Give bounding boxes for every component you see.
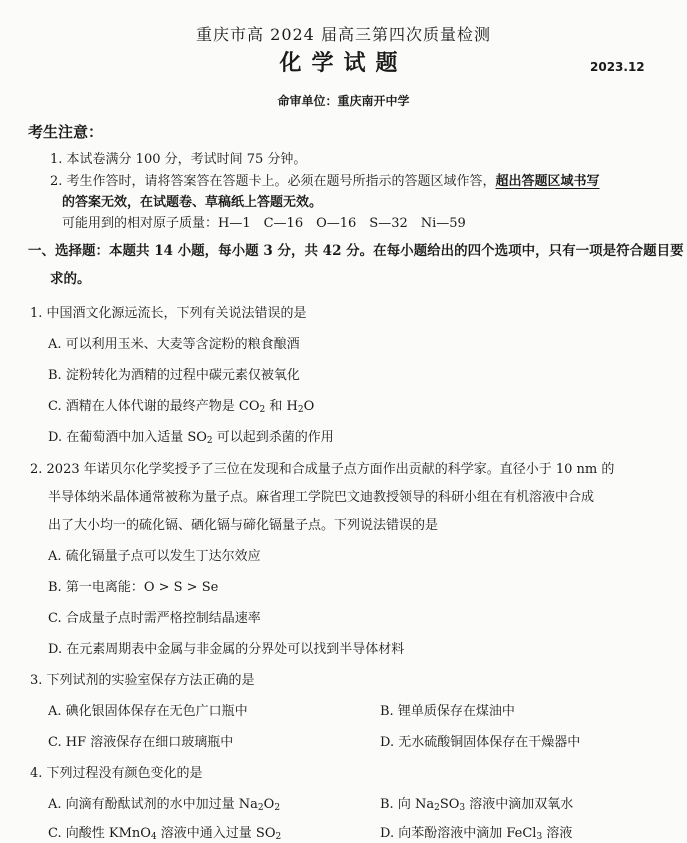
question-3-option-c: C. HF 溶液保存在细口玻璃瓶中 [48, 735, 234, 750]
question-2-stem-line-2: 半导体纳米晶体通常被称为量子点。麻省理工学院巴文迪教授领导的科研小组在有机溶液中合成 [48, 490, 595, 505]
notice-item-1: 1. 本试卷满分 100 分，考试时间 75 分钟。 [50, 152, 307, 167]
question-3-option-d: D. 无水硫酸铜固体保存在干燥器中 [380, 735, 581, 750]
question-2-option-a: A. 硫化镉量子点可以发生丁达尔效应 [48, 549, 261, 564]
question-1-stem: 1. 中国酒文化源远流长，下列有关说法错误的是 [30, 306, 307, 321]
notice-item-2-cont: 的答案无效，在试题卷、草稿纸上答题无效。 [62, 195, 323, 210]
atomic-mass-line: 可能用到的相对原子质量：H—1 C—16 O—16 S—32 Ni—59 [62, 216, 466, 231]
question-3-option-b: B. 锂单质保存在煤油中 [380, 704, 515, 719]
question-4-option-b: B. 向 $Na_2SO_3$ 溶液中滴加双氧水 [380, 797, 574, 813]
authoring-unit: 命审单位：重庆南开中学 [277, 94, 410, 108]
question-4-option-d: D. 向苯酚溶液中滴加 FeCl$_3$ 溶液 [380, 826, 573, 842]
question-2-stem-line-3: 出了大小均一的硫化镉、硒化镉与碲化镉量子点。下列说法错误的是 [48, 518, 439, 533]
question-2-option-b: B. 第一电离能：O > S > Se [48, 580, 219, 595]
notice-heading: 考生注意： [28, 123, 104, 141]
question-1-option-c: C. 酒精在人体代谢的最终产物是 $CO_2$ 和 $H_2O$ [48, 399, 315, 415]
question-4-option-c: C. 向酸性 KMnO$_4$ 溶液中通入过量 $SO_2$ [48, 826, 282, 842]
question-4-option-a: A. 向滴有酚酞试剂的水中加过量 $Na_2O_2$ [48, 797, 281, 813]
question-1-option-a: A. 可以利用玉米、大麦等含淀粉的粮食酿酒 [48, 337, 300, 352]
notice-item-2-emphasis: 超出答题区域书写 [495, 174, 600, 189]
question-3-stem: 3. 下列试剂的实验室保存方法正确的是 [30, 673, 255, 688]
section-1-heading-cont: 求的。 [50, 271, 91, 287]
notice-item-2-text: 2. 考生作答时，请将答案答在答题卡上。必须在题号所指示的答题区域作答， [50, 174, 496, 189]
section-1-heading: 一、选择题：本题共 14 小题，每小题 3 分，共 42 分。在每小题给出的四个选项中，只有一项是符合题目要 [28, 243, 684, 259]
question-1-option-d: D. 在葡萄酒中加入适量 $SO_2$ 可以起到杀菌的作用 [48, 430, 334, 446]
question-3-option-a: A. 碘化银固体保存在无色广口瓶中 [48, 704, 248, 719]
exam-date: 2023.12 [590, 60, 645, 74]
question-1-option-b: B. 淀粉转化为酒精的过程中碳元素仅被氧化 [48, 368, 300, 383]
question-2-option-d: D. 在元素周期表中金属与非金属的分界处可以找到半导体材料 [48, 642, 405, 657]
question-4-stem: 4. 下列过程没有颜色变化的是 [30, 766, 203, 781]
question-2-option-c: C. 合成量子点时需严格控制结晶速率 [48, 611, 261, 626]
subject-title: 化学试题 [279, 50, 408, 76]
exam-title: 重庆市高 2024 届高三第四次质量检测 [196, 25, 491, 44]
question-2-stem-line-1: 2. 2023 年诺贝尔化学奖授予了三位在发现和合成量子点方面作出贡献的科学家。直径小于 10 nm 的 [30, 462, 615, 477]
notice-item-2 [50, 170, 600, 189]
